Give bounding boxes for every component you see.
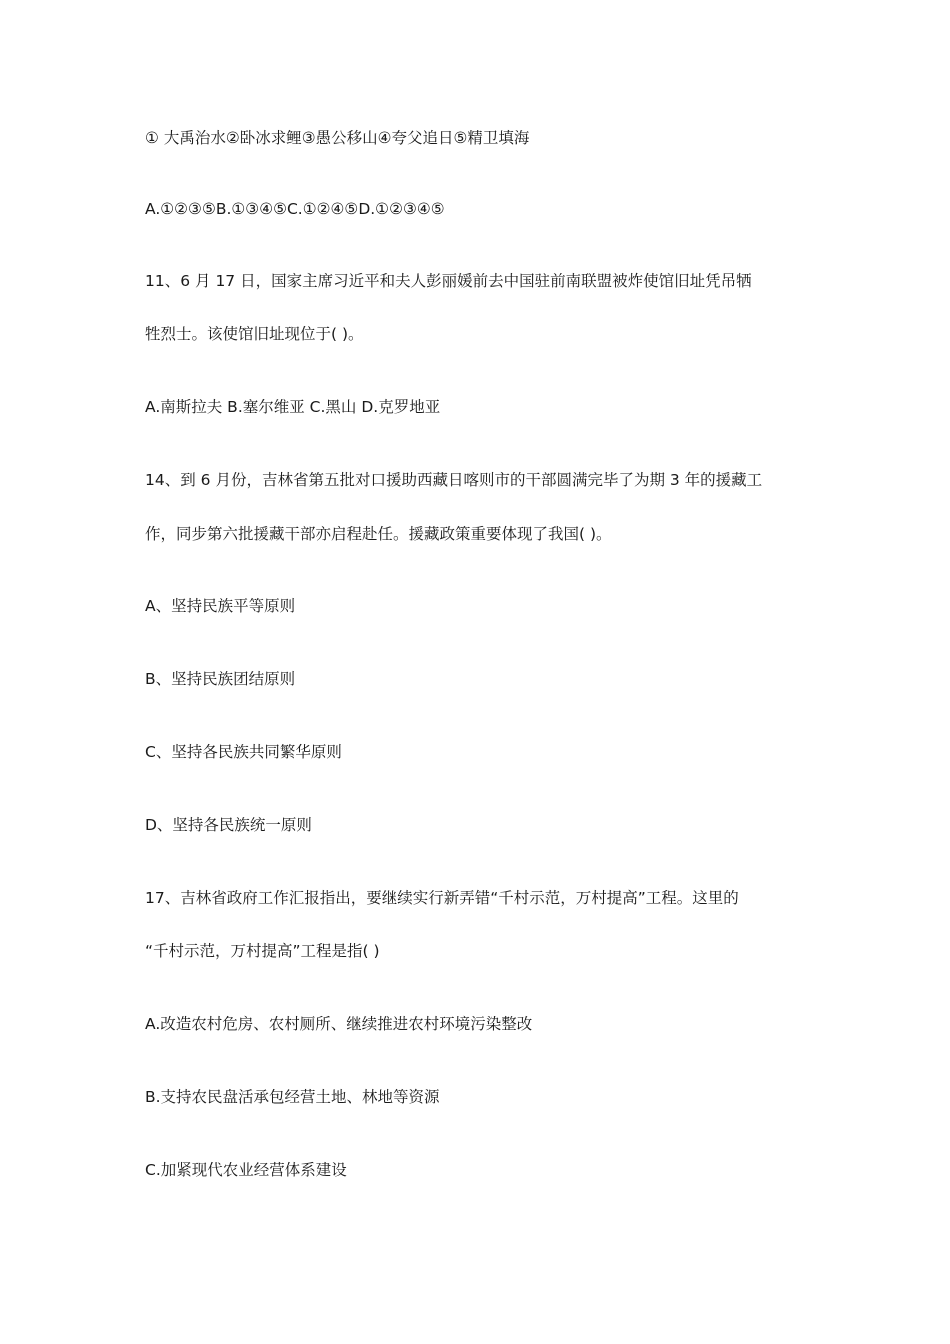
text-line: C.加紧现代农业经营体系建设 [145,1161,347,1179]
text-line: C、坚持各民族共同繁华原则 [145,743,342,761]
text-line: B、坚持民族团结原则 [145,670,296,688]
text-line: ① 大禹治水②卧冰求鲤③愚公移山④夸父追日⑤精卫填海 [145,129,530,147]
text-line: 17、吉林省政府工作汇报指出，要继续实行新弄错“千村示范，万村提高”工程。这里的 [145,889,739,907]
text-line: 11、6 月 17 日，国家主席习近平和夫人彭丽媛前去中国驻前南联盟被炸使馆旧址凭吊牺 [145,272,752,290]
text-line: A.①②③⑤B.①③④⑤C.①②④⑤D.①②③④⑤ [145,200,445,218]
text-line: A、坚持民族平等原则 [145,597,296,615]
text-line: 作，同步第六批援藏干部亦启程赴任。援藏政策重要体现了我国( )。 [145,525,612,543]
text-line: 牲烈士。该使馆旧址现位于( )。 [145,325,364,343]
text-line: B.支持农民盘活承包经营土地、林地等资源 [145,1088,440,1106]
text-line: A.南斯拉夫 B.塞尔维亚 C.黑山 D.克罗地亚 [145,398,441,416]
text-line: A.改造农村危房、农村厕所、继续推进农村环境污染整改 [145,1015,533,1033]
text-line: D、坚持各民族统一原则 [145,816,312,834]
text-line: 14、到 6 月份，吉林省第五批对口援助西藏日喀则市的干部圆满完毕了为期 3 年的援藏工 [145,471,763,489]
text-line: “千村示范，万村提高”工程是指( ) [145,942,380,960]
